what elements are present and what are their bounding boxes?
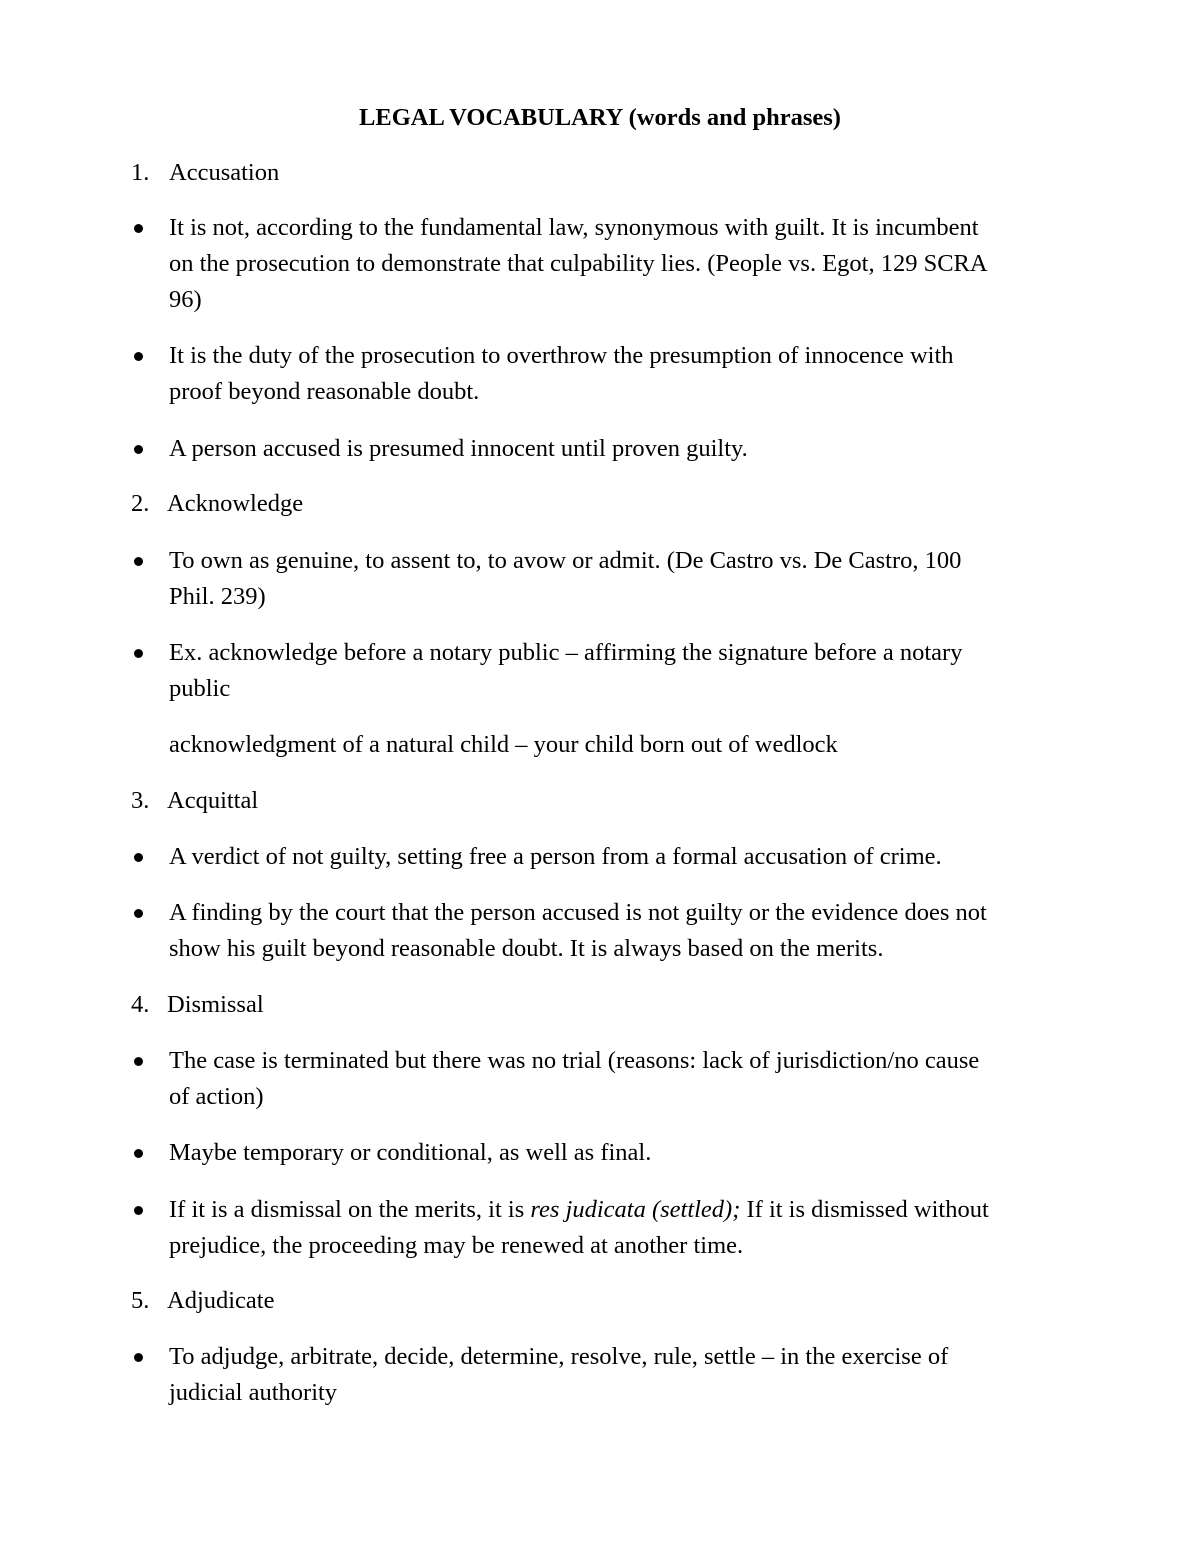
bullet-text: It is the duty of the prosecution to overthrow the presumption of innocence with bbox=[169, 342, 954, 369]
bullet-icon bbox=[134, 445, 143, 454]
section-number: 2. bbox=[131, 490, 150, 517]
bullet-text: A person accused is presumed innocent until proven guilty. bbox=[169, 435, 748, 462]
bullet-text: The case is terminated but there was no trial (reasons: lack of jurisdiction/no cause bbox=[169, 1047, 980, 1074]
bullet-text: on the prosecution to demonstrate that culpability lies. (People vs. Egot, 129 SCRA bbox=[169, 250, 988, 277]
section-number: 5. bbox=[131, 1287, 150, 1314]
section-term-acquittal: Acquittal bbox=[167, 787, 259, 814]
italic-term-res-judicata: res judicata (settled); bbox=[530, 1196, 741, 1223]
bullet-text-res-judicata bbox=[169, 1192, 989, 1228]
bullet-text-part: If it is dismissed without bbox=[740, 1196, 989, 1223]
bullet-text: proof beyond reasonable doubt. bbox=[169, 378, 480, 405]
bullet-text: show his guilt beyond reasonable doubt. It is always based on the merits. bbox=[169, 935, 884, 962]
bullet-icon bbox=[134, 1206, 143, 1215]
bullet-text: Ex. acknowledge before a notary public – affirming the signature before a notary bbox=[169, 639, 963, 666]
section-term-adjudicate: Adjudicate bbox=[167, 1287, 275, 1314]
section-number: 4. bbox=[131, 991, 150, 1018]
bullet-icon bbox=[134, 853, 143, 862]
section-term-dismissal: Dismissal bbox=[167, 991, 264, 1018]
bullet-icon bbox=[134, 352, 143, 361]
section-term-accusation: Accusation bbox=[169, 159, 280, 186]
section-number: 1. bbox=[131, 159, 150, 186]
bullet-text: public bbox=[169, 675, 231, 702]
bullet-text: 96) bbox=[169, 286, 202, 313]
bullet-icon bbox=[134, 1057, 143, 1066]
bullet-icon bbox=[134, 1353, 143, 1362]
bullet-text: prejudice, the proceeding may be renewed at another time. bbox=[169, 1232, 744, 1259]
page-title: LEGAL VOCABULARY (words and phrases) bbox=[359, 104, 841, 131]
bullet-icon bbox=[134, 224, 143, 233]
bullet-text: judicial authority bbox=[169, 1379, 338, 1406]
bullet-text: A verdict of not guilty, setting free a person from a formal accusation of crime. bbox=[169, 843, 942, 870]
bullet-text: A finding by the court that the person accused is not guilty or the evidence does not bbox=[169, 899, 987, 926]
bullet-text: It is not, according to the fundamental law, synonymous with guilt. It is incumbent bbox=[169, 214, 979, 241]
section-number: 3. bbox=[131, 787, 150, 814]
section-term-acknowledge: Acknowledge bbox=[167, 490, 304, 517]
bullet-icon bbox=[134, 557, 143, 566]
bullet-text: of action) bbox=[169, 1083, 264, 1110]
continuation-text: acknowledgment of a natural child – your child born out of wedlock bbox=[169, 731, 838, 758]
bullet-icon bbox=[134, 649, 143, 658]
bullet-text-part: If it is a dismissal on the merits, it is bbox=[169, 1196, 531, 1223]
bullet-text: Phil. 239) bbox=[169, 583, 266, 610]
bullet-icon bbox=[134, 909, 143, 918]
bullet-icon bbox=[134, 1149, 143, 1158]
bullet-text: To own as genuine, to assent to, to avow or admit. (De Castro vs. De Castro, 100 bbox=[169, 547, 962, 574]
bullet-text: To adjudge, arbitrate, decide, determine, resolve, rule, settle – in the exercise of bbox=[169, 1343, 949, 1370]
bullet-text: Maybe temporary or conditional, as well as final. bbox=[169, 1139, 652, 1166]
